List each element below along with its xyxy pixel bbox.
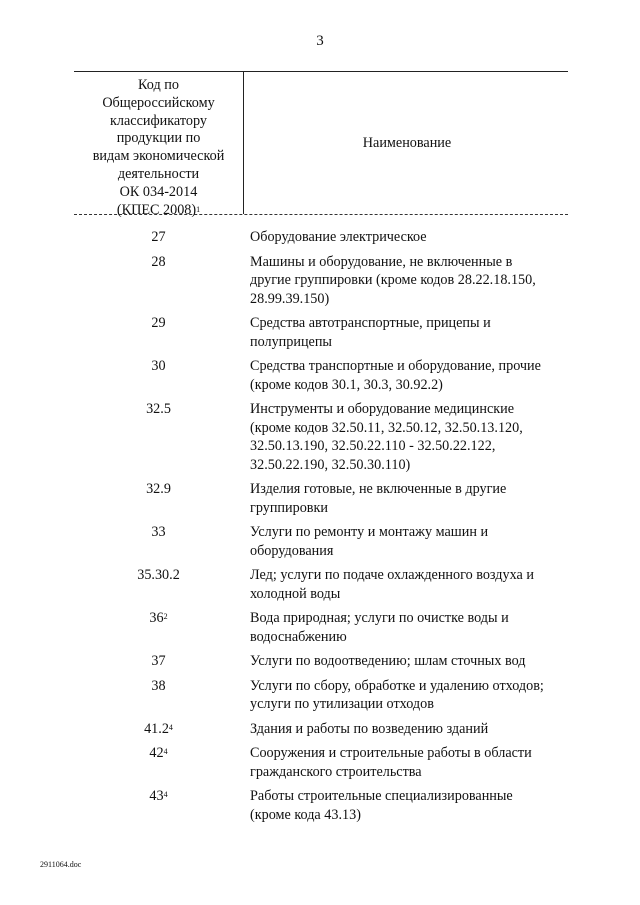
- product-name: Оборудование электрическое: [250, 229, 427, 245]
- okpd-code-text: 41.2: [144, 720, 169, 737]
- column-divider: [243, 72, 244, 214]
- okpd-code-text: 27: [151, 229, 166, 245]
- okpd-code-text: 28: [151, 253, 166, 270]
- table-row: [0, 228, 640, 247]
- okpd-code: [75, 566, 242, 603]
- product-name: Здания и работы по возведению зданий: [250, 720, 489, 737]
- header-line-text: (КПЕС 2008): [116, 201, 197, 218]
- okpd-code: [75, 480, 242, 517]
- product-name: Работы строительные специализированные (кроме кода 43.13): [250, 788, 513, 823]
- okpd-code: [75, 228, 242, 247]
- okpd-code: [75, 314, 242, 351]
- header-line: классификатору: [110, 112, 207, 129]
- document-filename: 2911064.doc: [40, 860, 82, 869]
- header-line: деятельности: [117, 165, 200, 182]
- product-name: Сооружения и строительные работы в области гражданского строительства: [250, 745, 532, 780]
- header-line: [76, 202, 241, 220]
- table-row: [0, 609, 640, 646]
- header-line: Код по: [138, 77, 179, 93]
- product-name: Средства автотранспортные, прицепы и полуприцепы: [250, 315, 491, 350]
- table-row: [0, 677, 640, 714]
- footnote-marker: 4: [163, 790, 168, 799]
- table-row: [0, 523, 640, 560]
- table-row: [0, 357, 640, 394]
- okpd-code-text: 30: [151, 358, 166, 374]
- table-row: [0, 253, 640, 309]
- okpd-code: [75, 253, 242, 309]
- footnote-marker: 4: [163, 747, 168, 756]
- product-name: Средства транспортные и оборудование, прочие (кроме кодов 30.1, 30.3, 30.92.2): [250, 358, 541, 393]
- okpd-code-text: 42: [149, 745, 164, 761]
- header-line: видам экономической: [92, 148, 225, 165]
- table-body: [0, 228, 640, 830]
- header-line: продукции по: [116, 130, 201, 147]
- product-name: Машины и оборудование, не включенные в другие группировки (кроме кодов 28.22.18.150, 28.99.39.150): [250, 253, 536, 307]
- okpd-code: [75, 677, 242, 714]
- header-line: Общероссийскому: [102, 94, 215, 111]
- header-name-column: Наименование: [362, 135, 452, 151]
- okpd-code-text: 32.9: [146, 481, 171, 497]
- table-row: [0, 400, 640, 474]
- product-name: Изделия готовые, не включенные в другие группировки: [250, 481, 507, 516]
- table-row: [0, 744, 640, 781]
- table-row: [0, 652, 640, 671]
- okpd-code: [75, 357, 242, 394]
- product-name: Инструменты и оборудование медицинские (кроме кодов 32.50.11, 32.50.12, 32.50.13.120, 32.50.13.190, 32.50.22.110 - 32.50.22.122, 32.50.22.190, 32.50.30.110): [250, 401, 523, 473]
- okpd-code: [75, 523, 242, 560]
- product-name: Услуги по водоотведению; шлам сточных вод: [250, 653, 526, 669]
- okpd-code: [75, 720, 242, 739]
- okpd-code-text: 35.30.2: [137, 567, 180, 583]
- okpd-code: [75, 400, 242, 474]
- table-row: [0, 720, 640, 739]
- table-row: [0, 566, 640, 603]
- okpd-code: [75, 609, 242, 646]
- footnote-marker: 2: [163, 612, 168, 621]
- product-name: Услуги по сбору, обработке и удалению отходов; услуги по утилизации отходов: [250, 677, 544, 712]
- header-line: ОК 034-2014: [119, 183, 198, 200]
- table-top-rule: [74, 71, 568, 72]
- okpd-code: [75, 787, 242, 824]
- okpd-code-text: 29: [151, 315, 166, 331]
- footnote-marker: 1: [196, 204, 201, 214]
- okpd-code-text: 38: [151, 677, 166, 694]
- table-row: [0, 787, 640, 824]
- footnote-marker: 4: [168, 722, 173, 732]
- header-code-column: [76, 77, 241, 219]
- okpd-code-text: 32.5: [146, 401, 171, 417]
- table-row: [0, 480, 640, 517]
- okpd-code: [75, 652, 242, 671]
- okpd-code-text: 33: [151, 524, 166, 540]
- okpd-code-text: 37: [151, 653, 166, 669]
- table-row: [0, 314, 640, 351]
- product-name: Вода природная; услуги по очистке воды и водоснабжению: [250, 610, 509, 645]
- page-number: 3: [316, 33, 324, 49]
- okpd-code-text: 36: [149, 610, 164, 626]
- okpd-code-text: 43: [149, 788, 164, 804]
- product-name: Лед; услуги по подаче охлажденного воздуха и холодной воды: [250, 567, 534, 602]
- okpd-code: [75, 744, 242, 781]
- product-name: Услуги по ремонту и монтажу машин и оборудования: [250, 524, 489, 559]
